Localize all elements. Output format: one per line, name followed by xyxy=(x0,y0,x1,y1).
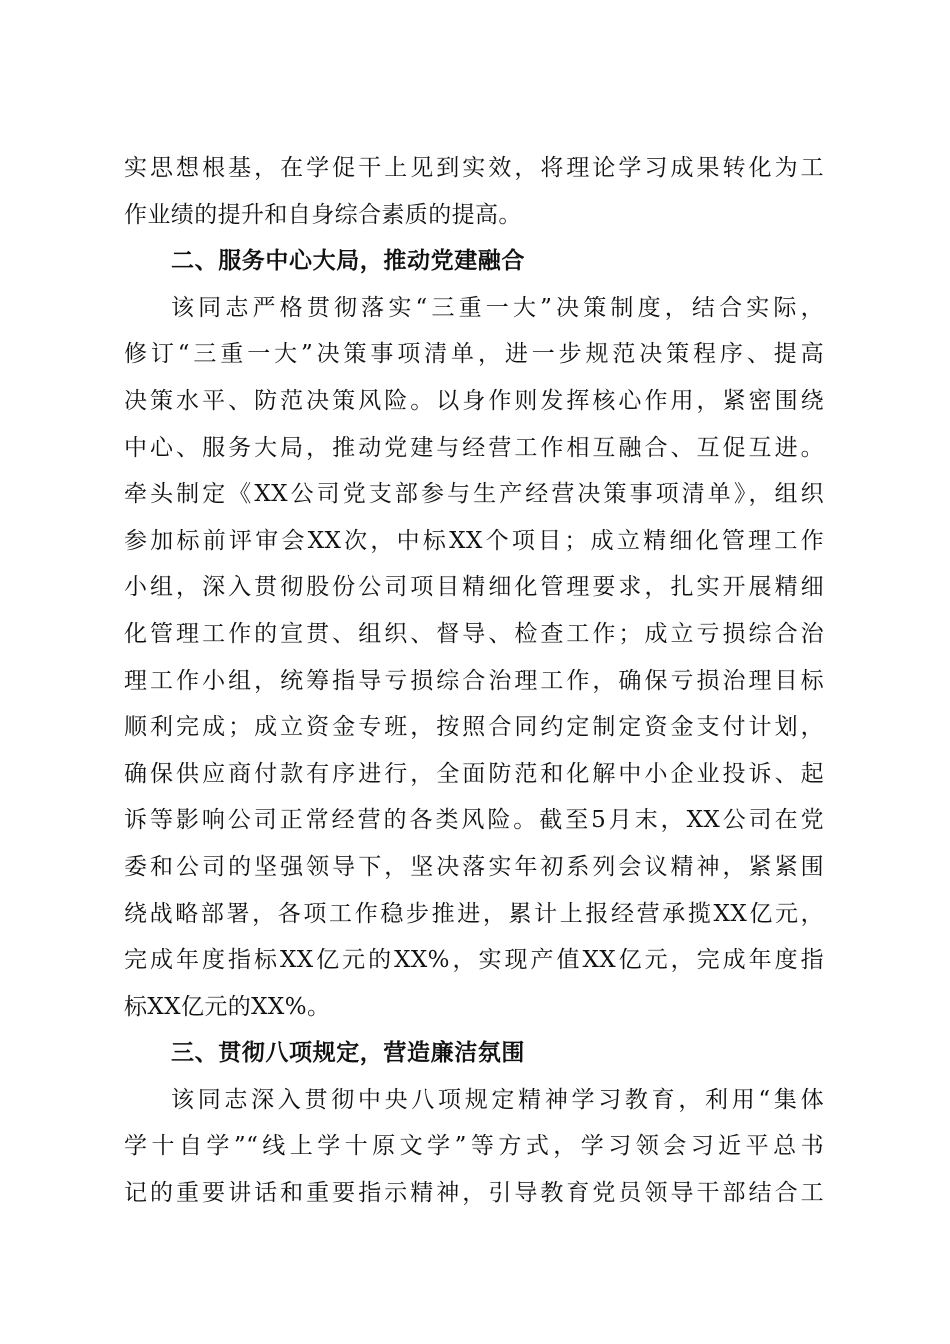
section-heading-2: 二、服务中心大局，推动党建融合 xyxy=(171,248,525,275)
paragraph-line: 作业绩的提升和自身综合素质的提高。 xyxy=(124,201,522,228)
paragraph-line: 化管理工作的宣贯、组织、督导、检查工作；成立亏损综合治 xyxy=(124,620,824,647)
paragraph-line: 小组，深入贯彻股份公司项目精细化管理要求，扎实开展精细 xyxy=(124,574,824,601)
document-body xyxy=(124,145,824,1217)
paragraph-line: 该同志严格贯彻落实“三重一大”决策制度，结合实际， xyxy=(171,294,824,321)
paragraph-line: 委和公司的坚强领导下，坚决落实年初系列会议精神，紧紧围 xyxy=(124,853,824,880)
paragraph-line: 牵头制定《XX公司党支部参与生产经营决策事项清单》，组织 xyxy=(124,481,824,508)
paragraph-line: 学十自学”“线上学十原文学”等方式，学习领会习近平总书 xyxy=(124,1133,824,1160)
section-heading-3: 三、贯彻八项规定，营造廉洁氛围 xyxy=(171,1040,525,1067)
paragraph-line: 该同志深入贯彻中央八项规定精神学习教育，利用“集体 xyxy=(171,1086,824,1113)
paragraph-line: 修订“三重一大”决策事项清单，进一步规范决策程序、提高 xyxy=(124,341,824,368)
paragraph-line: 中心、服务大局，推动党建与经营工作相互融合、互促互进。 xyxy=(124,434,824,461)
paragraph-line: 顺利完成；成立资金专班，按照合同约定制定资金支付计划， xyxy=(124,714,824,741)
paragraph-line: 记的重要讲话和重要指示精神，引导教育党员领导干部结合工 xyxy=(124,1180,824,1207)
paragraph-line: 确保供应商付款有序进行，全面防范和化解中小企业投诉、起 xyxy=(124,760,824,787)
paragraph-line: 诉等影响公司正常经营的各类风险。截至5月末，XX公司在党 xyxy=(124,807,824,834)
paragraph-line: 绕战略部署，各项工作稳步推进，累计上报经营承揽XX亿元， xyxy=(124,900,824,927)
paragraph-line: 理工作小组，统筹指导亏损综合治理工作，确保亏损治理目标 xyxy=(124,667,824,694)
paragraph-line: 决策水平、防范决策风险。以身作则发挥核心作用，紧密围绕 xyxy=(124,387,824,414)
paragraph-line: 标XX亿元的XX%。 xyxy=(124,993,331,1020)
paragraph-line: 参加标前评审会XX次，中标XX个项目；成立精细化管理工作 xyxy=(124,527,824,554)
paragraph-line: 完成年度指标XX亿元的XX%，实现产值XX亿元，完成年度指 xyxy=(124,947,824,974)
paragraph-line: 实思想根基，在学促干上见到实效，将理论学习成果转化为工 xyxy=(124,155,824,181)
